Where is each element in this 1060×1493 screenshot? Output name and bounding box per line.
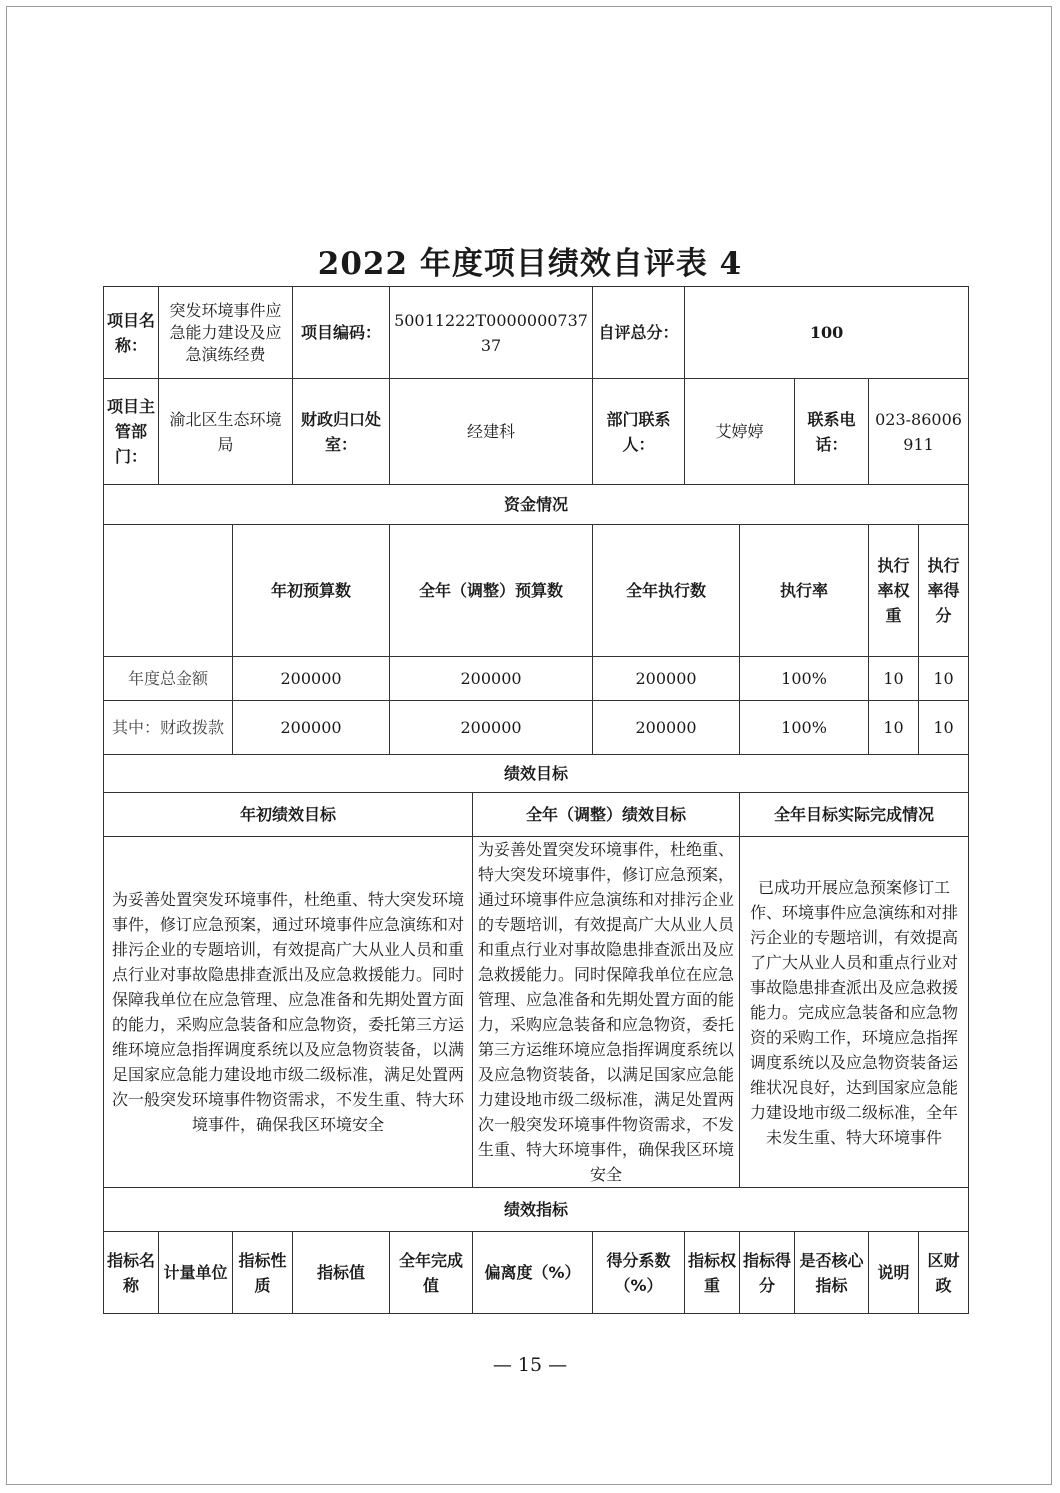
project-code: 50011222T000000073737 [390,287,593,379]
funds-cell: 100% [740,701,869,755]
funds-header-blank [104,525,233,657]
funds-cell: 10 [919,657,969,701]
indicator-header-core: 是否核心指标 [795,1232,869,1314]
project-code-label: 项目编码： [293,287,390,379]
contact-person: 艾婷婷 [685,379,795,485]
finance-office: 经建科 [390,379,593,485]
funds-cell: 200000 [233,701,390,755]
indicator-header-name: 指标名称 [104,1232,159,1314]
phone-label: 联系电话： [795,379,869,485]
goals-header-actual: 全年目标实际完成情况 [740,793,969,837]
funds-header-rate-score: 执行率得分 [919,525,969,657]
goal-initial-text: 为妥善处置突发环境事件，杜绝重、特大突发环境事件，修订应急预案，通过环境事件应急演练和对排污企业的专题培训，有效提高广大从业人员和重点行业对事故隐患排查派出及应急救援能力。同时保障我单位在应急管理、应急准备和先期处置方面的能力，采购应急装备和应急物资，委托第三方运维环境应急指挥调度系统以及应急物资装备，以满足国家应急能力建设地市级二级标准，满足处置两次一般突发环境事件物资需求，不发生重、特大环境事件，确保我区环境安全 [104,837,473,1188]
indicator-header-completed: 全年完成值 [390,1232,473,1314]
funds-header-adjusted-budget: 全年（调整）预算数 [390,525,593,657]
indicator-header-weight: 指标权重 [685,1232,740,1314]
funds-section-header: 资金情况 [104,485,969,525]
funds-header-executed: 全年执行数 [593,525,740,657]
funds-cell: 200000 [390,657,593,701]
indicator-header-unit: 计量单位 [159,1232,233,1314]
funds-cell: 10 [919,701,969,755]
goal-adjusted-text: 为妥善处置突发环境事件，杜绝重、特大突发环境事件，修订应急预案，通过环境事件应急演练和对排污企业的专题培训，有效提高广大从业人员和重点行业对事故隐患排查派出及应急救援能力。同时保障我单位在应急管理、应急准备和先期处置方面的能力，采购应急装备和应急物资，委托第三方运维环境应急指挥调度系统以及应急物资装备，以满足国家应急能力建设地市级二级标准，满足处置两次一般突发环境事件物资需求，不发生重、特大环境事件，确保我区环境安全 [473,837,740,1188]
indicator-header-nature: 指标性质 [233,1232,293,1314]
indicator-header-deviation: 偏离度（%） [473,1232,593,1314]
goals-header-initial: 年初绩效目标 [104,793,473,837]
indicator-header-value: 指标值 [293,1232,390,1314]
funds-cell: 10 [869,657,919,701]
funds-cell: 200000 [390,701,593,755]
goals-header-adjusted: 全年（调整）绩效目标 [473,793,740,837]
goal-actual-text: 已成功开展应急预案修订工作、环境事件应急演练和对排污企业的专题培训，有效提高了广大从业人员和重点行业对事故隐患排查派出及应急救援能力。完成应急装备和应急物资的采购工作，环境应急指挥调度系统以及应急物资装备运维状况良好，达到国家应急能力建设地市级二级标准，全年未发生重、特大环境事件 [740,837,969,1188]
score-label: 自评总分： [593,287,685,379]
goals-section-header: 绩效目标 [104,755,969,793]
total-score: 100 [685,287,969,379]
funds-cell: 200000 [233,657,390,701]
funds-header-rate-weight: 执行率权重 [869,525,919,657]
page-title: 2022 年度项目绩效自评表 4 [317,246,743,282]
indicator-header-note: 说明 [869,1232,919,1314]
indicator-header-score: 指标得分 [740,1232,795,1314]
page-number: — 15 — [492,1354,568,1376]
funds-cell: 200000 [593,701,740,755]
funds-cell: 100% [740,657,869,701]
funds-header-exec-rate: 执行率 [740,525,869,657]
project-name-label: 项目名称： [104,287,159,379]
dept-label: 项目主管部门： [104,379,159,485]
funds-cell: 200000 [593,657,740,701]
funds-cell: 10 [869,701,919,755]
indicator-header-coefficient: 得分系数（%） [593,1232,685,1314]
funds-header-initial-budget: 年初预算数 [233,525,390,657]
indicator-header-district-finance: 区财政 [919,1232,969,1314]
evaluation-table [103,286,969,1314]
finance-office-label: 财政归口处室： [293,379,390,485]
project-name: 突发环境事件应急能力建设及应急演练经费 [159,287,293,379]
contact-label: 部门联系人： [593,379,685,485]
funds-row-label: 年度总金额 [104,657,233,701]
indicators-section-header: 绩效指标 [104,1188,969,1232]
funds-row-label: 其中：财政拨款 [104,701,233,755]
dept-name: 渝北区生态环境局 [159,379,293,485]
phone-number: 023-86006911 [869,379,969,485]
